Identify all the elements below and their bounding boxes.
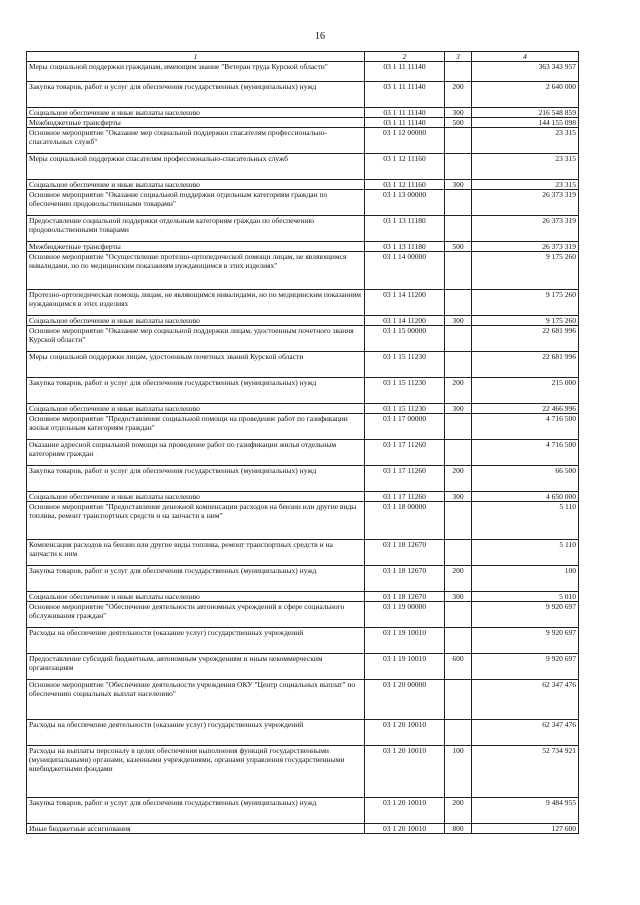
row-kind-cell: 200 — [445, 466, 472, 492]
row-code-cell: 03 1 13 11180 — [365, 216, 445, 242]
row-name-cell: Основное мероприятие "Обеспечение деятельности учреждения ОКУ "Центр социальных выплат" по обеспечению социальных выплат населению" — [27, 680, 365, 720]
row-name-cell: Расходы на выплаты персоналу в целях обеспечения выполнения функций государственными (муниципальными) органами, казенными учреждениями, органами управления государственными внебюджетными фондами — [27, 746, 365, 798]
table-row — [27, 128, 579, 154]
row-amount-cell: 216 548 859 — [472, 108, 579, 118]
row-code-cell: 03 1 11 11140 — [365, 82, 445, 108]
row-name-cell: Меры социальной поддержки спасателям профессионально-спасательных служб — [27, 154, 365, 180]
row-name-cell: Социальное обеспечение и иные выплаты населению — [27, 404, 365, 414]
row-amount-cell: 26 373 319 — [472, 190, 579, 216]
row-amount-cell: 4 716 500 — [472, 440, 579, 466]
header-amount-column: 4 — [472, 52, 579, 62]
table-row — [27, 118, 579, 128]
row-amount-cell: 9 175 260 — [472, 252, 579, 290]
row-kind-cell: 300 — [445, 492, 472, 502]
row-name-cell: Предоставление социальной поддержки отдельным категориям граждан по обеспечению продовольственными товарами — [27, 216, 365, 242]
row-code-cell: 03 1 14 11200 — [365, 290, 445, 316]
row-name-cell: Основное мероприятие "Оказание мер социальной поддержки лицам, удостоенным почетного звания Курской области" — [27, 326, 365, 352]
row-kind-cell — [445, 128, 472, 154]
row-kind-cell — [445, 290, 472, 316]
row-kind-cell: 200 — [445, 566, 472, 592]
row-kind-cell: 300 — [445, 316, 472, 326]
row-name-cell: Меры социальной поддержки гражданам, имеющим звание "Ветеран труда Курской области" — [27, 62, 365, 82]
row-name-cell: Закупка товаров, работ и услуг для обеспечения государственных (муниципальных) нужд — [27, 378, 365, 404]
row-kind-cell — [445, 440, 472, 466]
table-row — [27, 592, 579, 602]
row-kind-cell: 500 — [445, 118, 472, 128]
row-kind-cell — [445, 190, 472, 216]
table-row — [27, 566, 579, 592]
row-kind-cell — [445, 326, 472, 352]
row-amount-cell: 22 681 996 — [472, 326, 579, 352]
row-kind-cell — [445, 720, 472, 746]
table-row — [27, 190, 579, 216]
table-row — [27, 746, 579, 798]
row-code-cell: 03 1 17 11260 — [365, 492, 445, 502]
table-row — [27, 154, 579, 180]
row-amount-cell: 5 110 — [472, 502, 579, 540]
row-amount-cell: 127 600 — [472, 824, 579, 834]
row-amount-cell: 9 175 260 — [472, 290, 579, 316]
row-amount-cell: 23 315 — [472, 128, 579, 154]
row-name-cell: Основное мероприятие "Обеспечение деятельности автономных учреждений в сфере социального обслуживания граждан" — [27, 602, 365, 628]
row-kind-cell: 800 — [445, 824, 472, 834]
row-name-cell: Межбюджетные трансферты — [27, 118, 365, 128]
table-row — [27, 62, 579, 82]
row-kind-cell — [445, 502, 472, 540]
row-name-cell: Основное мероприятие "Оказание мер социальной поддержки спасателям профессионально-спасательных служб" — [27, 128, 365, 154]
table-row — [27, 82, 579, 108]
row-kind-cell: 200 — [445, 82, 472, 108]
row-code-cell: 03 1 18 00000 — [365, 502, 445, 540]
row-amount-cell: 5 010 — [472, 592, 579, 602]
row-kind-cell — [445, 602, 472, 628]
row-amount-cell: 23 315 — [472, 154, 579, 180]
row-amount-cell: 62 347 476 — [472, 680, 579, 720]
table-row — [27, 440, 579, 466]
row-name-cell: Основное мероприятие "Предоставление денежной компенсации расходов на бензин или другие виды топлива, ремонт транспортных средств и на запчасти к ним" — [27, 502, 365, 540]
row-kind-cell: 200 — [445, 378, 472, 404]
row-amount-cell: 5 110 — [472, 540, 579, 566]
row-code-cell: 03 1 15 11230 — [365, 404, 445, 414]
row-name-cell: Основное мероприятие "Осуществление протезно-ортопедической помощи лицам, не являющимся инвалидами, но по медицинским показаниям нуждающимся в этих изделиях" — [27, 252, 365, 290]
row-name-cell: Основное мероприятие "Оказание социальной поддержки отдельным категориям граждан по обеспечению продовольственными товарами" — [27, 190, 365, 216]
row-amount-cell: 9 920 697 — [472, 628, 579, 654]
row-name-cell: Компенсация расходов на бензин или другие виды топлива, ремонт транспортных средств и на запчасти к ним — [27, 540, 365, 566]
page-number: 16 — [315, 31, 325, 42]
row-kind-cell — [445, 680, 472, 720]
row-name-cell: Меры социальной поддержки лицам, удостоенным почетных званий Курской области — [27, 352, 365, 378]
row-code-cell: 03 1 17 00000 — [365, 414, 445, 440]
table-row — [27, 680, 579, 720]
row-amount-cell: 66 500 — [472, 466, 579, 492]
row-amount-cell: 4 716 500 — [472, 414, 579, 440]
table-row — [27, 414, 579, 440]
row-amount-cell: 9 175 260 — [472, 316, 579, 326]
row-code-cell: 03 1 17 11260 — [365, 440, 445, 466]
row-code-cell: 03 1 20 10010 — [365, 720, 445, 746]
row-kind-cell: 500 — [445, 242, 472, 252]
table-row — [27, 378, 579, 404]
row-code-cell: 03 1 19 00000 — [365, 602, 445, 628]
row-code-cell: 03 1 11 11140 — [365, 62, 445, 82]
table-row — [27, 654, 579, 680]
row-name-cell: Иные бюджетные ассигнования — [27, 824, 365, 834]
table-row — [27, 720, 579, 746]
table-row — [27, 316, 579, 326]
table-row — [27, 466, 579, 492]
row-name-cell: Основное мероприятие "Предоставление социальной помощи на проведение работ по газификации жилья отдельным категориям граждан" — [27, 414, 365, 440]
table-row — [27, 290, 579, 316]
row-name-cell: Закупка товаров, работ и услуг для обеспечения государственных (муниципальных) нужд — [27, 82, 365, 108]
row-name-cell: Предоставление субсидий бюджетным, автономным учреждениям и иным некоммерческим организациям — [27, 654, 365, 680]
row-amount-cell: 4 650 000 — [472, 492, 579, 502]
row-code-cell: 03 1 13 11180 — [365, 242, 445, 252]
row-kind-cell: 300 — [445, 592, 472, 602]
table-row — [27, 824, 579, 834]
row-amount-cell: 52 734 921 — [472, 746, 579, 798]
row-code-cell: 03 1 20 10010 — [365, 824, 445, 834]
row-amount-cell: 363 343 957 — [472, 62, 579, 82]
row-amount-cell: 23 315 — [472, 180, 579, 190]
row-code-cell: 03 1 12 00000 — [365, 128, 445, 154]
row-code-cell: 03 1 13 00000 — [365, 190, 445, 216]
row-name-cell: Закупка товаров, работ и услуг для обеспечения государственных (муниципальных) нужд — [27, 466, 365, 492]
table-row — [27, 798, 579, 824]
row-code-cell: 03 1 18 12670 — [365, 592, 445, 602]
row-code-cell: 03 1 20 10010 — [365, 746, 445, 798]
row-amount-cell: 9 920 697 — [472, 654, 579, 680]
row-name-cell: Социальное обеспечение и иные выплаты населению — [27, 492, 365, 502]
row-code-cell: 03 1 17 11260 — [365, 466, 445, 492]
row-amount-cell: 26 373 319 — [472, 242, 579, 252]
row-name-cell: Закупка товаров, работ и услуг для обеспечения государственных (муниципальных) нужд — [27, 566, 365, 592]
table-row — [27, 492, 579, 502]
row-amount-cell: 9 484 955 — [472, 798, 579, 824]
header-code-column: 2 — [365, 52, 445, 62]
row-name-cell: Социальное обеспечение и иные выплаты населению — [27, 108, 365, 118]
row-kind-cell — [445, 216, 472, 242]
row-code-cell: 03 1 20 00000 — [365, 680, 445, 720]
row-name-cell: Расходы на обеспечение деятельности (оказание услуг) государственных учреждений — [27, 720, 365, 746]
row-name-cell: Протезно-ортопедическая помощь лицам, не являющимся инвалидами, но по медицинским показаниям нуждающимся в этих изделиях — [27, 290, 365, 316]
row-amount-cell: 22 681 996 — [472, 352, 579, 378]
row-kind-cell: 100 — [445, 746, 472, 798]
row-name-cell: Социальное обеспечение и иные выплаты населению — [27, 316, 365, 326]
header-kind-column: 3 — [445, 52, 472, 62]
table-row — [27, 602, 579, 628]
row-kind-cell — [445, 62, 472, 82]
row-kind-cell: 300 — [445, 404, 472, 414]
row-kind-cell: 300 — [445, 180, 472, 190]
row-code-cell: 03 1 15 00000 — [365, 326, 445, 352]
table-row — [27, 404, 579, 414]
row-code-cell: 03 1 11 11140 — [365, 108, 445, 118]
row-name-cell: Оказание адресной социальной помощи на проведение работ по газификации жилья отдельным категориям граждан — [27, 440, 365, 466]
table-row — [27, 352, 579, 378]
row-code-cell: 03 1 19 10010 — [365, 654, 445, 680]
row-name-cell: Межбюджетные трансферты — [27, 242, 365, 252]
row-kind-cell — [445, 352, 472, 378]
row-code-cell: 03 1 15 11230 — [365, 352, 445, 378]
row-code-cell: 03 1 14 11200 — [365, 316, 445, 326]
row-kind-cell — [445, 628, 472, 654]
table-header-row — [27, 52, 579, 62]
row-code-cell: 03 1 12 11160 — [365, 180, 445, 190]
row-kind-cell — [445, 252, 472, 290]
budget-table — [26, 51, 579, 834]
table-row — [27, 540, 579, 566]
table-row — [27, 252, 579, 290]
row-code-cell: 03 1 14 00000 — [365, 252, 445, 290]
table-row — [27, 216, 579, 242]
row-kind-cell: 600 — [445, 654, 472, 680]
row-amount-cell: 144 155 098 — [472, 118, 579, 128]
row-code-cell: 03 1 18 12670 — [365, 540, 445, 566]
row-amount-cell: 2 640 000 — [472, 82, 579, 108]
row-name-cell: Социальное обеспечение и иные выплаты населению — [27, 592, 365, 602]
row-name-cell: Расходы на обеспечение деятельности (оказание услуг) государственных учреждений — [27, 628, 365, 654]
row-kind-cell: 300 — [445, 108, 472, 118]
row-code-cell: 03 1 18 12670 — [365, 566, 445, 592]
table-row — [27, 108, 579, 118]
row-kind-cell: 200 — [445, 798, 472, 824]
header-name-column: 1 — [27, 52, 365, 62]
table-row — [27, 180, 579, 190]
row-code-cell: 03 1 15 11230 — [365, 378, 445, 404]
row-name-cell: Социальное обеспечение и иные выплаты населению — [27, 180, 365, 190]
row-kind-cell — [445, 540, 472, 566]
table-row — [27, 628, 579, 654]
row-amount-cell: 9 920 697 — [472, 602, 579, 628]
row-kind-cell — [445, 154, 472, 180]
row-amount-cell: 26 373 319 — [472, 216, 579, 242]
row-amount-cell: 22 466 996 — [472, 404, 579, 414]
row-amount-cell: 100 — [472, 566, 579, 592]
row-amount-cell: 215 000 — [472, 378, 579, 404]
row-name-cell: Закупка товаров, работ и услуг для обеспечения государственных (муниципальных) нужд — [27, 798, 365, 824]
table-row — [27, 326, 579, 352]
row-code-cell: 03 1 19 10010 — [365, 628, 445, 654]
row-code-cell: 03 1 11 11140 — [365, 118, 445, 128]
row-kind-cell — [445, 414, 472, 440]
table-row — [27, 502, 579, 540]
row-code-cell: 03 1 20 10010 — [365, 798, 445, 824]
row-code-cell: 03 1 12 11160 — [365, 154, 445, 180]
row-amount-cell: 62 347 476 — [472, 720, 579, 746]
table-row — [27, 242, 579, 252]
